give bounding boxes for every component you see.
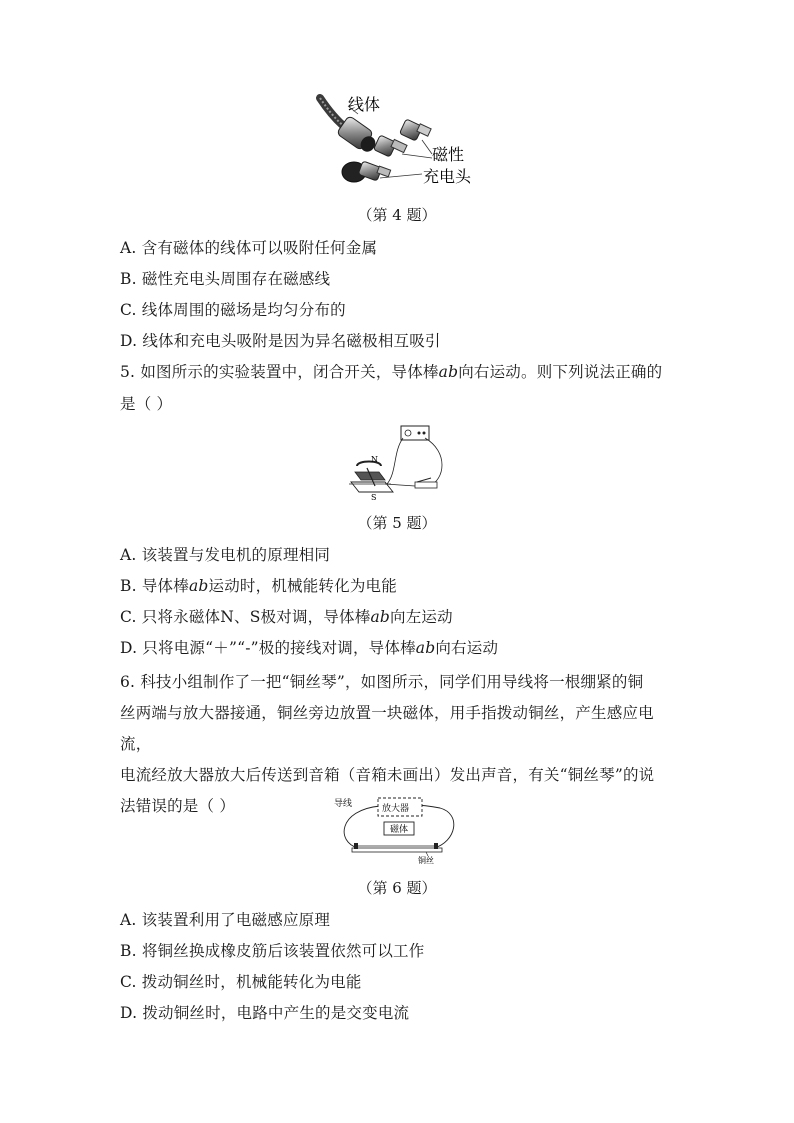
connector-middle [373,135,407,157]
q6-caption: （第 6 题） [357,879,437,897]
q4-option-d: D. 线体和充电头吸附是因为异名磁极相互吸引 [120,332,441,350]
label-amplifier: 放大器 [382,804,410,814]
q4-option-a: A. 含有磁体的线体可以吸附任何金属 [120,239,378,257]
connector-lower [342,161,391,182]
label-charger: 充电头 [423,167,472,186]
magnet-base [351,482,393,492]
label-copper: 铜丝 [418,856,434,865]
q5-stem-line2: 是（ ） [120,395,173,413]
q6-option-a: A. 该装置利用了电磁感应原理 [120,911,331,929]
copper-base [352,848,442,852]
q6-option-b: B. 将铜丝换成橡皮筋后该装置依然可以工作 [120,942,425,960]
label-magnet: 磁体 [390,825,409,835]
q5-caption: （第 5 题） [357,514,437,532]
q5-option-c: C. 只将永磁体N、S极对调，导体棒ab向左运动 [120,608,453,626]
label-wire: 导线 [334,799,353,809]
q4-option-b: B. 磁性充电头周围存在磁感线 [120,270,331,288]
label-n: N [371,455,378,464]
q5-figure [345,422,455,502]
q5-option-b: B. 导体棒ab运动时，机械能转化为电能 [120,577,397,595]
connector-right [399,119,431,141]
q6-option-d: D. 拨动铜丝时，电路中产生的是交变电流 [120,1004,410,1022]
switch [415,478,437,488]
q5-stem-line1: 5. 如图所示的实验装置中，闭合开关，导体棒ab向右运动。则下列说法正确的 [120,363,663,381]
q4-caption: （第 4 题） [357,206,437,224]
q4-figure [310,92,490,192]
q5-option-a: A. 该装置与发电机的原理相同 [120,546,331,564]
q4-option-c: C. 线体周围的磁场是均匀分布的 [120,301,346,319]
label-magnetic: 磁性 [432,145,465,164]
q6-option-c: C. 拨动铜丝时，机械能转化为电能 [120,973,362,991]
label-s: S [371,493,377,502]
q6-stem: 6. 科技小组制作了一把“铜丝琴”，如图所示，同学们用导线将一根绷紧的铜 丝两端与放大器接通，铜丝旁边放置一块磁体，用手指拨动铜丝，产生感应电流， 电流经放大器放大后传送到音箱（音箱未画出）发出声音，有关“铜丝琴”的说 法错误的是（ ） [120,673,655,815]
q6-figure [330,792,470,868]
q5-option-d: D. 只将电源“＋”“-”极的接线对调，导体棒ab向右运动 [120,639,499,657]
label-cable: 线体 [348,95,381,114]
